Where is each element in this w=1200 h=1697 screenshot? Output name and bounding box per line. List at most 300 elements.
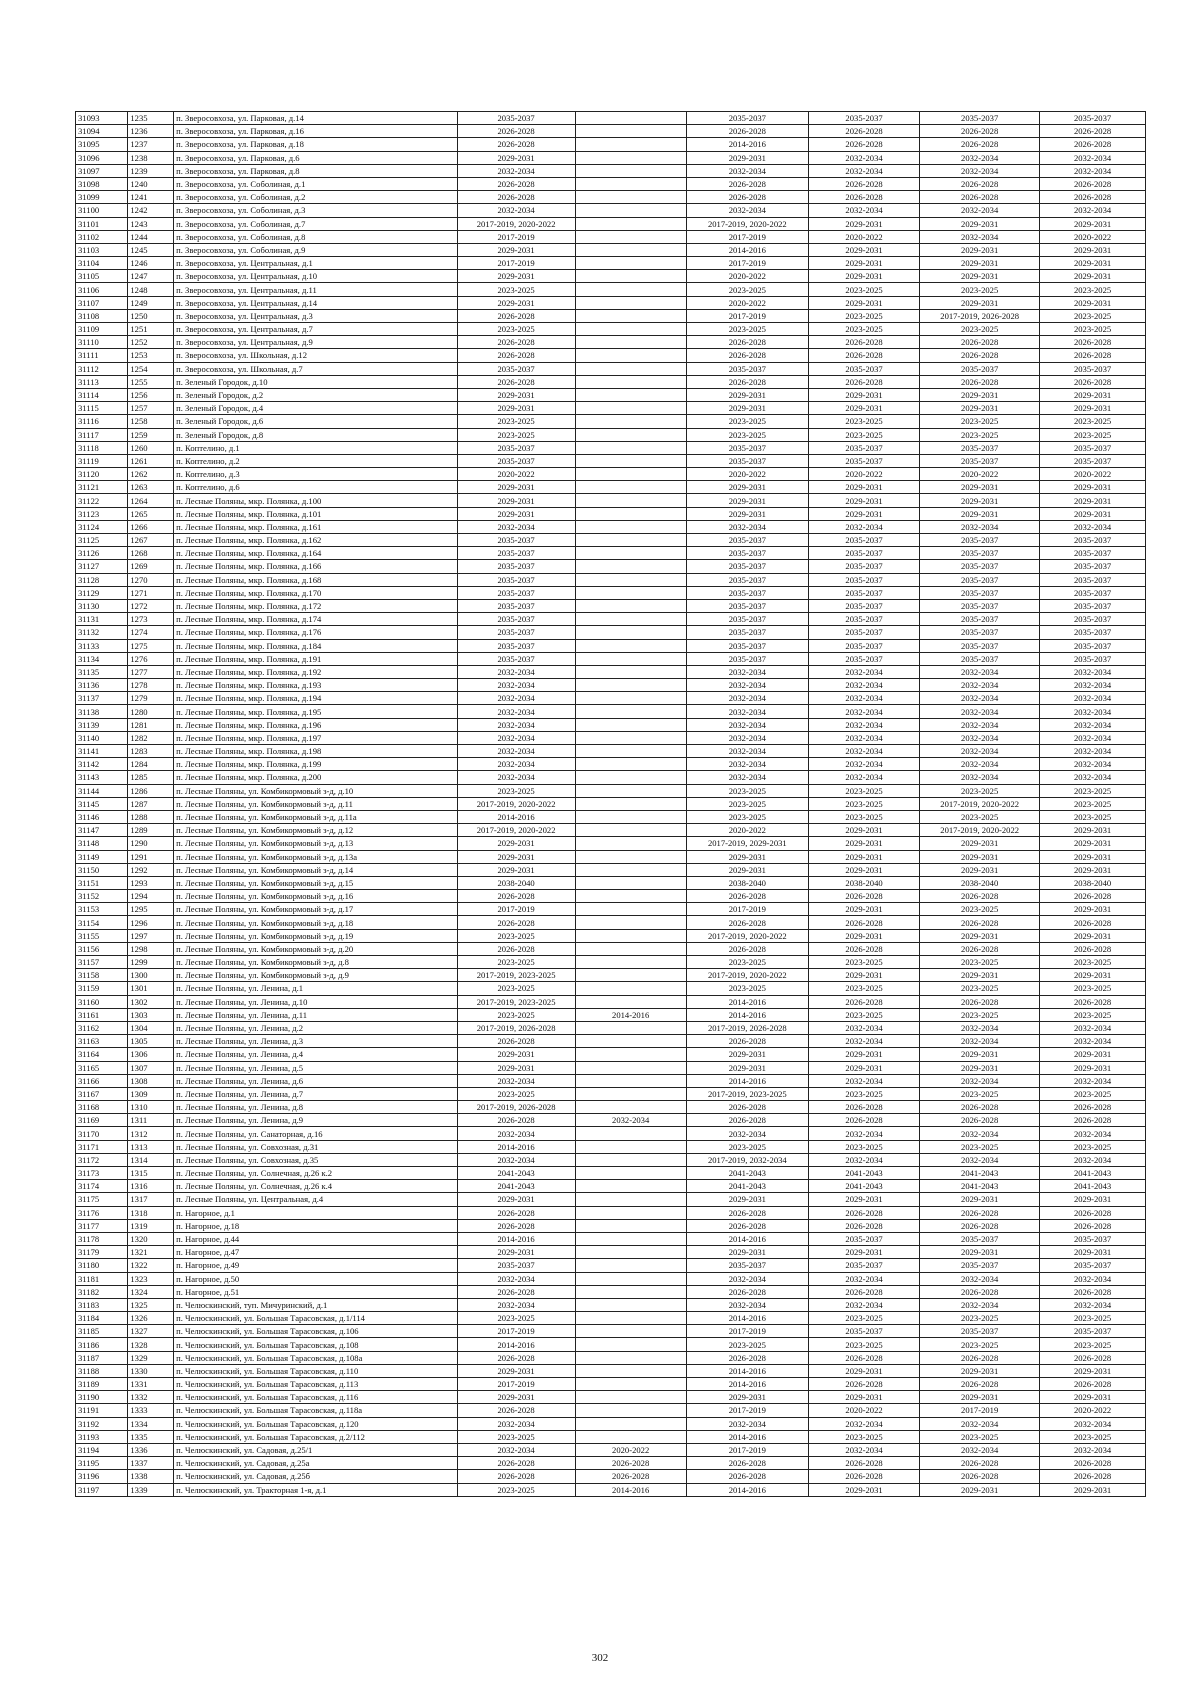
period-3-cell: 2038-2040: [686, 876, 808, 889]
period-3-cell: 2029-2031: [686, 494, 808, 507]
period-3-cell: 2017-2019, 2023-2025: [686, 1087, 808, 1100]
table-row: [76, 771, 1146, 784]
record-id-cell: 31140: [76, 731, 128, 744]
address-cell: п. Коптелино, д.3: [174, 468, 458, 481]
period-4-cell: 2026-2028: [808, 375, 919, 388]
period-5-cell: 2032-2034: [920, 151, 1040, 164]
period-2-cell: [575, 257, 686, 270]
period-2-cell: [575, 705, 686, 718]
record-id-cell: 31093: [76, 112, 128, 125]
item-no-cell: 1305: [128, 1035, 174, 1048]
period-5-cell: 2023-2025: [920, 1087, 1040, 1100]
period-2-cell: [575, 1404, 686, 1417]
record-id-cell: 31096: [76, 151, 128, 164]
period-3-cell: 2029-2031: [686, 151, 808, 164]
period-6-cell: 2026-2028: [1040, 1101, 1146, 1114]
item-no-cell: 1326: [128, 1312, 174, 1325]
period-5-cell: 2032-2034: [920, 1417, 1040, 1430]
period-2-cell: 2014-2016: [575, 1008, 686, 1021]
record-id-cell: 31102: [76, 230, 128, 243]
record-id-cell: 31151: [76, 876, 128, 889]
table-row: [76, 745, 1146, 758]
address-cell: п. Лесные Поляны, мкр. Полянка, д.195: [174, 705, 458, 718]
period-6-cell: 2032-2034: [1040, 1074, 1146, 1087]
period-2-cell: [575, 1430, 686, 1443]
period-3-cell: 2035-2037: [686, 586, 808, 599]
period-1-cell: 2014-2016: [457, 810, 575, 823]
period-4-cell: 2023-2025: [808, 956, 919, 969]
period-2-cell: [575, 204, 686, 217]
address-cell: п. Лесные Поляны, ул. Комбикормовый з-д, д.8: [174, 956, 458, 969]
period-1-cell: 2035-2037: [457, 586, 575, 599]
period-1-cell: 2029-2031: [457, 388, 575, 401]
period-6-cell: 2035-2037: [1040, 599, 1146, 612]
period-6-cell: 2023-2025: [1040, 415, 1146, 428]
record-id-cell: 31138: [76, 705, 128, 718]
period-6-cell: 2026-2028: [1040, 1470, 1146, 1483]
period-6-cell: 2032-2034: [1040, 1021, 1146, 1034]
period-6-cell: 2032-2034: [1040, 1417, 1146, 1430]
period-3-cell: 2032-2034: [686, 731, 808, 744]
address-cell: п. Лесные Поляны, ул. Ленина, д.5: [174, 1061, 458, 1074]
table-row: [76, 138, 1146, 151]
table-row: [76, 270, 1146, 283]
period-3-cell: 2026-2028: [686, 1470, 808, 1483]
period-2-cell: [575, 665, 686, 678]
period-5-cell: 2029-2031: [920, 270, 1040, 283]
period-6-cell: 2020-2022: [1040, 1404, 1146, 1417]
period-1-cell: 2026-2028: [457, 138, 575, 151]
period-6-cell: 2029-2031: [1040, 837, 1146, 850]
record-id-cell: 31115: [76, 402, 128, 415]
address-cell: п. Челюскинский, ул. Большая Тарасовская, д.108: [174, 1338, 458, 1351]
address-cell: п. Лесные Поляны, мкр. Полянка, д.200: [174, 771, 458, 784]
period-2-cell: [575, 1338, 686, 1351]
period-5-cell: 2041-2043: [920, 1180, 1040, 1193]
item-no-cell: 1322: [128, 1259, 174, 1272]
record-id-cell: 31162: [76, 1021, 128, 1034]
table-row: [76, 547, 1146, 560]
period-2-cell: [575, 125, 686, 138]
period-5-cell: 2035-2037: [920, 626, 1040, 639]
period-4-cell: 2029-2031: [808, 850, 919, 863]
period-6-cell: 2026-2028: [1040, 125, 1146, 138]
item-no-cell: 1324: [128, 1285, 174, 1298]
address-cell: п. Зверосовхоза, ул. Центральная, д.3: [174, 309, 458, 322]
period-5-cell: 2038-2040: [920, 876, 1040, 889]
item-no-cell: 1271: [128, 586, 174, 599]
period-4-cell: 2029-2031: [808, 481, 919, 494]
address-cell: п. Лесные Поляны, мкр. Полянка, д.170: [174, 586, 458, 599]
period-2-cell: [575, 1193, 686, 1206]
period-6-cell: 2023-2025: [1040, 323, 1146, 336]
address-cell: п. Лесные Поляны, ул. Совхозная, д.35: [174, 1153, 458, 1166]
period-4-cell: 2026-2028: [808, 995, 919, 1008]
address-cell: п. Лесные Поляны, ул. Комбикормовый з-д, д.20: [174, 942, 458, 955]
period-6-cell: 2032-2034: [1040, 204, 1146, 217]
table-row: [76, 652, 1146, 665]
period-5-cell: 2032-2034: [920, 679, 1040, 692]
period-6-cell: 2026-2028: [1040, 916, 1146, 929]
table-row: [76, 1325, 1146, 1338]
period-2-cell: [575, 349, 686, 362]
period-4-cell: 2032-2034: [808, 164, 919, 177]
period-1-cell: 2026-2028: [457, 916, 575, 929]
period-4-cell: 2035-2037: [808, 599, 919, 612]
period-4-cell: 2029-2031: [808, 402, 919, 415]
period-2-cell: [575, 1140, 686, 1153]
period-6-cell: 2026-2028: [1040, 349, 1146, 362]
period-6-cell: 2029-2031: [1040, 1061, 1146, 1074]
period-6-cell: 2035-2037: [1040, 547, 1146, 560]
period-6-cell: 2032-2034: [1040, 692, 1146, 705]
period-5-cell: 2035-2037: [920, 454, 1040, 467]
period-2-cell: [575, 771, 686, 784]
period-2-cell: [575, 1074, 686, 1087]
period-1-cell: 2026-2028: [457, 1285, 575, 1298]
period-1-cell: 2014-2016: [457, 1338, 575, 1351]
period-2-cell: [575, 1232, 686, 1245]
record-id-cell: 31187: [76, 1351, 128, 1364]
period-3-cell: 2014-2016: [686, 995, 808, 1008]
period-4-cell: 2032-2034: [808, 665, 919, 678]
period-6-cell: 2020-2022: [1040, 230, 1146, 243]
record-id-cell: 31167: [76, 1087, 128, 1100]
record-id-cell: 31165: [76, 1061, 128, 1074]
period-3-cell: 2023-2025: [686, 810, 808, 823]
period-6-cell: 2023-2025: [1040, 1087, 1146, 1100]
address-cell: п. Лесные Поляны, ул. Комбикормовый з-д, д.11а: [174, 810, 458, 823]
period-1-cell: 2032-2034: [457, 1443, 575, 1456]
table-row: [76, 494, 1146, 507]
period-6-cell: 2026-2028: [1040, 1351, 1146, 1364]
period-2-cell: [575, 362, 686, 375]
item-no-cell: 1286: [128, 784, 174, 797]
period-5-cell: 2029-2031: [920, 1364, 1040, 1377]
table-row: [76, 1021, 1146, 1034]
table-row: [76, 507, 1146, 520]
period-1-cell: 2032-2034: [457, 520, 575, 533]
item-no-cell: 1255: [128, 375, 174, 388]
period-4-cell: 2029-2031: [808, 507, 919, 520]
period-2-cell: [575, 784, 686, 797]
period-6-cell: 2026-2028: [1040, 177, 1146, 190]
period-6-cell: 2029-2031: [1040, 388, 1146, 401]
table-row: [76, 534, 1146, 547]
address-cell: п. Лесные Поляны, мкр. Полянка, д.174: [174, 613, 458, 626]
period-6-cell: 2035-2037: [1040, 639, 1146, 652]
record-id-cell: 31120: [76, 468, 128, 481]
period-6-cell: 2029-2031: [1040, 850, 1146, 863]
item-no-cell: 1285: [128, 771, 174, 784]
item-no-cell: 1244: [128, 230, 174, 243]
address-cell: п. Зеленый Городок, д.8: [174, 428, 458, 441]
period-1-cell: 2035-2037: [457, 1259, 575, 1272]
address-cell: п. Лесные Поляны, мкр. Полянка, д.184: [174, 639, 458, 652]
item-no-cell: 1258: [128, 415, 174, 428]
period-3-cell: 2035-2037: [686, 599, 808, 612]
table-row: [76, 125, 1146, 138]
period-4-cell: 2035-2037: [808, 652, 919, 665]
record-id-cell: 31172: [76, 1153, 128, 1166]
address-cell: п. Лесные Поляны, ул. Комбикормовый з-д, д.14: [174, 863, 458, 876]
item-no-cell: 1300: [128, 969, 174, 982]
period-1-cell: 2026-2028: [457, 942, 575, 955]
record-id-cell: 31178: [76, 1232, 128, 1245]
table-row: [76, 573, 1146, 586]
table-row: [76, 1048, 1146, 1061]
address-cell: п. Челюскинский, ул. Большая Тарасовская, д.110: [174, 1364, 458, 1377]
period-2-cell: 2014-2016: [575, 1483, 686, 1496]
period-3-cell: 2029-2031: [686, 850, 808, 863]
period-2-cell: [575, 1153, 686, 1166]
period-4-cell: 2035-2037: [808, 1325, 919, 1338]
item-no-cell: 1306: [128, 1048, 174, 1061]
period-5-cell: 2035-2037: [920, 613, 1040, 626]
period-3-cell: 2017-2019: [686, 1325, 808, 1338]
period-1-cell: 2026-2028: [457, 191, 575, 204]
period-3-cell: 2017-2019: [686, 309, 808, 322]
item-no-cell: 1235: [128, 112, 174, 125]
period-4-cell: 2023-2025: [808, 1338, 919, 1351]
period-3-cell: 2035-2037: [686, 639, 808, 652]
period-6-cell: 2029-2031: [1040, 243, 1146, 256]
address-cell: п. Зверосовхоза, ул. Центральная, д.9: [174, 336, 458, 349]
period-3-cell: 2014-2016: [686, 243, 808, 256]
period-1-cell: 2026-2028: [457, 309, 575, 322]
item-no-cell: 1293: [128, 876, 174, 889]
period-6-cell: 2023-2025: [1040, 1338, 1146, 1351]
period-6-cell: 2041-2043: [1040, 1167, 1146, 1180]
period-6-cell: 2023-2025: [1040, 810, 1146, 823]
table-row: [76, 876, 1146, 889]
period-4-cell: 2032-2034: [808, 1443, 919, 1456]
item-no-cell: 1336: [128, 1443, 174, 1456]
record-id-cell: 31106: [76, 283, 128, 296]
period-2-cell: [575, 1285, 686, 1298]
table-row: [76, 1061, 1146, 1074]
period-1-cell: 2017-2019: [457, 1378, 575, 1391]
address-cell: п. Лесные Поляны, мкр. Полянка, д.166: [174, 560, 458, 573]
period-2-cell: [575, 758, 686, 771]
period-4-cell: 2029-2031: [808, 217, 919, 230]
address-cell: п. Лесные Поляны, ул. Ленина, д.4: [174, 1048, 458, 1061]
period-1-cell: 2032-2034: [457, 164, 575, 177]
record-id-cell: 31176: [76, 1206, 128, 1219]
item-no-cell: 1284: [128, 758, 174, 771]
address-cell: п. Нагорное, д.44: [174, 1232, 458, 1245]
period-1-cell: 2041-2043: [457, 1167, 575, 1180]
address-cell: п. Лесные Поляны, ул. Комбикормовый з-д, д.18: [174, 916, 458, 929]
table-row: [76, 283, 1146, 296]
record-id-cell: 31185: [76, 1325, 128, 1338]
address-cell: п. Коптелино, д.6: [174, 481, 458, 494]
period-5-cell: 2026-2028: [920, 1351, 1040, 1364]
period-2-cell: [575, 402, 686, 415]
item-no-cell: 1299: [128, 956, 174, 969]
period-5-cell: 2026-2028: [920, 995, 1040, 1008]
address-cell: п. Зверосовхоза, ул. Центральная, д.10: [174, 270, 458, 283]
period-2-cell: [575, 613, 686, 626]
record-id-cell: 31104: [76, 257, 128, 270]
period-1-cell: 2017-2019: [457, 230, 575, 243]
period-4-cell: 2026-2028: [808, 177, 919, 190]
address-cell: п. Лесные Поляны, ул. Ленина, д.9: [174, 1114, 458, 1127]
item-no-cell: 1270: [128, 573, 174, 586]
address-cell: п. Лесные Поляны, ул. Ленина, д.6: [174, 1074, 458, 1087]
record-id-cell: 31163: [76, 1035, 128, 1048]
period-1-cell: 2035-2037: [457, 547, 575, 560]
period-3-cell: 2017-2019, 2026-2028: [686, 1021, 808, 1034]
address-cell: п. Лесные Поляны, ул. Центральная, д.4: [174, 1193, 458, 1206]
period-2-cell: [575, 1167, 686, 1180]
period-5-cell: 2026-2028: [920, 125, 1040, 138]
period-1-cell: 2029-2031: [457, 494, 575, 507]
record-id-cell: 31159: [76, 982, 128, 995]
period-5-cell: 2032-2034: [920, 204, 1040, 217]
period-2-cell: [575, 850, 686, 863]
address-cell: п. Лесные Поляны, ул. Комбикормовый з-д, д.17: [174, 903, 458, 916]
period-2-cell: [575, 1298, 686, 1311]
period-6-cell: 2026-2028: [1040, 1219, 1146, 1232]
address-cell: п. Лесные Поляны, ул. Ленина, д.3: [174, 1035, 458, 1048]
period-6-cell: 2026-2028: [1040, 138, 1146, 151]
period-1-cell: 2029-2031: [457, 1061, 575, 1074]
address-cell: п. Лесные Поляны, мкр. Полянка, д.199: [174, 758, 458, 771]
period-4-cell: 2035-2037: [808, 639, 919, 652]
period-4-cell: 2026-2028: [808, 1378, 919, 1391]
record-id-cell: 31183: [76, 1298, 128, 1311]
period-2-cell: [575, 982, 686, 995]
period-5-cell: 2026-2028: [920, 890, 1040, 903]
period-4-cell: 2029-2031: [808, 863, 919, 876]
period-4-cell: 2032-2034: [808, 771, 919, 784]
period-3-cell: 2026-2028: [686, 1219, 808, 1232]
record-id-cell: 31130: [76, 599, 128, 612]
period-4-cell: 2032-2034: [808, 1417, 919, 1430]
period-6-cell: 2023-2025: [1040, 1140, 1146, 1153]
period-2-cell: [575, 468, 686, 481]
table-row: [76, 929, 1146, 942]
record-id-cell: 31101: [76, 217, 128, 230]
period-5-cell: 2026-2028: [920, 1206, 1040, 1219]
period-4-cell: 2029-2031: [808, 270, 919, 283]
period-4-cell: 2032-2034: [808, 679, 919, 692]
period-4-cell: 2041-2043: [808, 1180, 919, 1193]
period-6-cell: 2035-2037: [1040, 1325, 1146, 1338]
item-no-cell: 1267: [128, 534, 174, 547]
period-5-cell: 2032-2034: [920, 1021, 1040, 1034]
table-row: [76, 613, 1146, 626]
table-row: [76, 639, 1146, 652]
address-cell: п. Челюскинский, туп. Мичуринский, д.1: [174, 1298, 458, 1311]
period-1-cell: 2026-2028: [457, 1470, 575, 1483]
period-6-cell: 2029-2031: [1040, 1246, 1146, 1259]
record-id-cell: 31186: [76, 1338, 128, 1351]
item-no-cell: 1320: [128, 1232, 174, 1245]
period-6-cell: 2029-2031: [1040, 1193, 1146, 1206]
item-no-cell: 1251: [128, 323, 174, 336]
period-1-cell: 2032-2034: [457, 718, 575, 731]
item-no-cell: 1277: [128, 665, 174, 678]
period-2-cell: [575, 1048, 686, 1061]
period-1-cell: 2035-2037: [457, 652, 575, 665]
period-6-cell: 2029-2031: [1040, 929, 1146, 942]
period-4-cell: 2032-2034: [808, 731, 919, 744]
period-2-cell: [575, 1417, 686, 1430]
period-1-cell: 2029-2031: [457, 402, 575, 415]
period-3-cell: 2014-2016: [686, 1364, 808, 1377]
item-no-cell: 1309: [128, 1087, 174, 1100]
table-row: [76, 903, 1146, 916]
record-id-cell: 31122: [76, 494, 128, 507]
table-row: [76, 1470, 1146, 1483]
period-3-cell: 2014-2016: [686, 1483, 808, 1496]
period-1-cell: 2017-2019: [457, 903, 575, 916]
period-2-cell: [575, 388, 686, 401]
period-4-cell: 2023-2025: [808, 1312, 919, 1325]
period-1-cell: 2026-2028: [457, 1457, 575, 1470]
address-cell: п. Лесные Поляны, ул. Солнечная, д.26 к.4: [174, 1180, 458, 1193]
record-id-cell: 31157: [76, 956, 128, 969]
record-id-cell: 31174: [76, 1180, 128, 1193]
period-1-cell: 2035-2037: [457, 626, 575, 639]
period-2-cell: [575, 230, 686, 243]
period-6-cell: 2026-2028: [1040, 890, 1146, 903]
period-3-cell: 2026-2028: [686, 177, 808, 190]
item-no-cell: 1276: [128, 652, 174, 665]
period-4-cell: 2032-2034: [808, 1153, 919, 1166]
record-id-cell: 31191: [76, 1404, 128, 1417]
address-cell: п. Зверосовхоза, ул. Парковая, д.8: [174, 164, 458, 177]
period-4-cell: 2029-2031: [808, 929, 919, 942]
period-2-cell: [575, 1351, 686, 1364]
period-2-cell: [575, 956, 686, 969]
period-2-cell: [575, 652, 686, 665]
period-2-cell: [575, 428, 686, 441]
table-row: [76, 1404, 1146, 1417]
record-id-cell: 31114: [76, 388, 128, 401]
period-1-cell: 2023-2025: [457, 1483, 575, 1496]
period-5-cell: 2029-2031: [920, 296, 1040, 309]
record-id-cell: 31148: [76, 837, 128, 850]
period-1-cell: 2023-2025: [457, 415, 575, 428]
record-id-cell: 31136: [76, 679, 128, 692]
period-2-cell: [575, 797, 686, 810]
address-cell: п. Зеленый Городок, д.6: [174, 415, 458, 428]
item-no-cell: 1240: [128, 177, 174, 190]
period-5-cell: 2029-2031: [920, 402, 1040, 415]
period-3-cell: 2023-2025: [686, 428, 808, 441]
table-row: [76, 1101, 1146, 1114]
period-4-cell: 2035-2037: [808, 547, 919, 560]
period-5-cell: 2032-2034: [920, 731, 1040, 744]
record-id-cell: 31158: [76, 969, 128, 982]
period-1-cell: 2032-2034: [457, 665, 575, 678]
period-6-cell: 2029-2031: [1040, 903, 1146, 916]
table-row: [76, 402, 1146, 415]
table-row: [76, 1364, 1146, 1377]
record-id-cell: 31105: [76, 270, 128, 283]
item-no-cell: 1247: [128, 270, 174, 283]
address-cell: п. Нагорное, д.1: [174, 1206, 458, 1219]
period-1-cell: 2026-2028: [457, 1404, 575, 1417]
table-row: [76, 375, 1146, 388]
record-id-cell: 31149: [76, 850, 128, 863]
table-row: [76, 1008, 1146, 1021]
period-5-cell: 2023-2025: [920, 1140, 1040, 1153]
period-4-cell: 2032-2034: [808, 745, 919, 758]
